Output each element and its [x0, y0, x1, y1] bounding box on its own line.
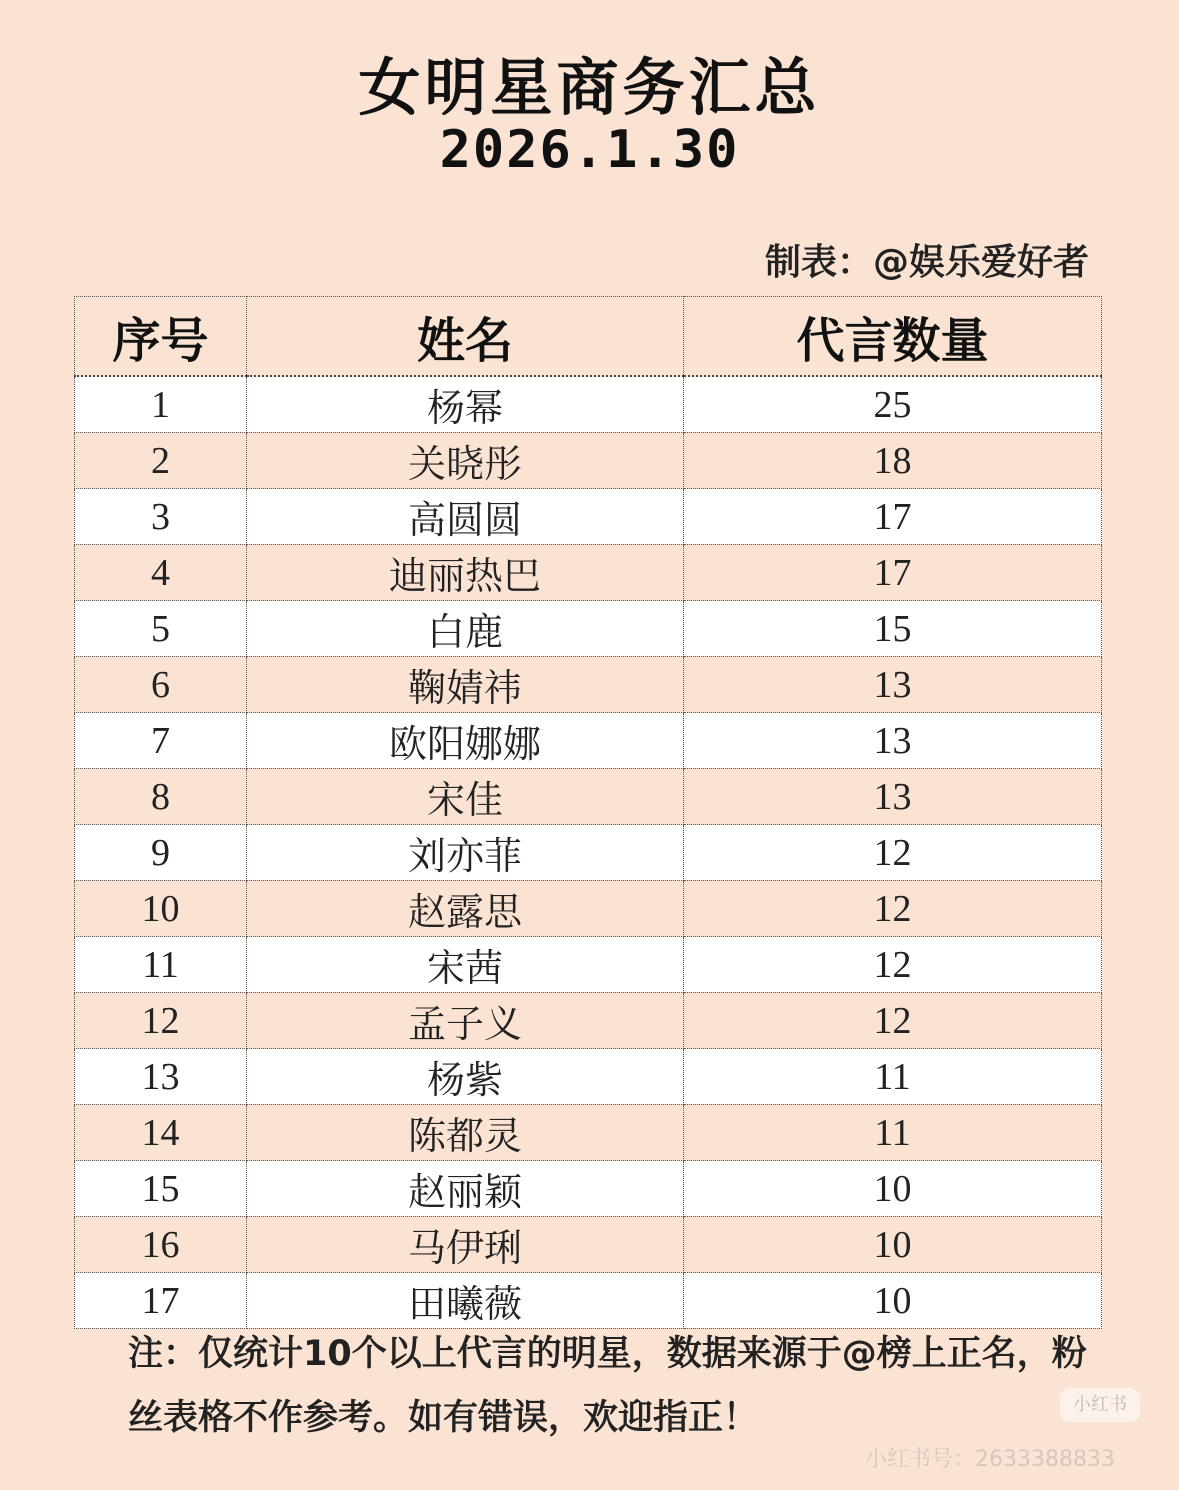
cell-name: 白鹿 — [247, 601, 684, 657]
table-row — [75, 1161, 1102, 1217]
cell-rank: 5 — [75, 601, 247, 657]
watermark-id: 小红书号：2633388833 — [865, 1447, 1115, 1472]
cell-rank: 10 — [75, 881, 247, 937]
footnote: 注：仅统计10个以上代言的明星，数据来源于@榜上正名，粉丝表格不作参考。如有错误，欢迎指正！ — [128, 1334, 1087, 1438]
cell-name: 孟子义 — [247, 993, 684, 1049]
cell-name: 宋佳 — [247, 769, 684, 825]
cell-name: 赵丽颖 — [247, 1161, 684, 1217]
cell-name: 杨紫 — [247, 1049, 684, 1105]
table-row — [75, 545, 1102, 601]
cell-rank: 14 — [75, 1105, 247, 1161]
cell-rank: 3 — [75, 489, 247, 545]
table-row — [75, 601, 1102, 657]
cell-name: 马伊琍 — [247, 1217, 684, 1273]
cell-count: 25 — [684, 376, 1102, 433]
cell-rank: 2 — [75, 433, 247, 489]
report-date: 2026.1.30 — [439, 120, 740, 180]
cell-count: 10 — [684, 1217, 1102, 1273]
cell-name: 关晓彤 — [247, 433, 684, 489]
cell-rank: 15 — [75, 1161, 247, 1217]
table-header-row — [75, 297, 1102, 377]
table-row — [75, 1049, 1102, 1105]
cell-name: 宋茜 — [247, 937, 684, 993]
table-row — [75, 657, 1102, 713]
cell-count: 13 — [684, 657, 1102, 713]
cell-count: 13 — [684, 713, 1102, 769]
cell-count: 10 — [684, 1161, 1102, 1217]
table-row — [75, 433, 1102, 489]
cell-count: 17 — [684, 489, 1102, 545]
header-count: 代言数量 — [684, 297, 1102, 377]
cell-count: 17 — [684, 545, 1102, 601]
cell-rank: 8 — [75, 769, 247, 825]
cell-rank: 17 — [75, 1273, 247, 1329]
cell-rank: 16 — [75, 1217, 247, 1273]
header-rank: 序号 — [75, 297, 247, 377]
cell-name: 迪丽热巴 — [247, 545, 684, 601]
cell-rank: 1 — [75, 376, 247, 433]
cell-count: 15 — [684, 601, 1102, 657]
table-author: 制表：@娱乐爱好者 — [764, 242, 1089, 283]
cell-rank: 6 — [75, 657, 247, 713]
cell-rank: 7 — [75, 713, 247, 769]
cell-name: 田曦薇 — [247, 1273, 684, 1329]
cell-count: 13 — [684, 769, 1102, 825]
cell-count: 18 — [684, 433, 1102, 489]
endorsement-table — [74, 296, 1102, 1329]
cell-name: 刘亦菲 — [247, 825, 684, 881]
table-row — [75, 993, 1102, 1049]
page-title: 女明星商务汇总 — [358, 51, 821, 124]
cell-count: 12 — [684, 825, 1102, 881]
cell-rank: 12 — [75, 993, 247, 1049]
table-row — [75, 825, 1102, 881]
cell-name: 杨幂 — [247, 376, 684, 433]
cell-rank: 13 — [75, 1049, 247, 1105]
cell-count: 12 — [684, 937, 1102, 993]
cell-count: 12 — [684, 881, 1102, 937]
table-row — [75, 1273, 1102, 1329]
cell-count: 12 — [684, 993, 1102, 1049]
table-row — [75, 1217, 1102, 1273]
watermark-logo: 小红书 — [1060, 1388, 1140, 1422]
cell-rank: 11 — [75, 937, 247, 993]
table-row — [75, 881, 1102, 937]
cell-name: 高圆圆 — [247, 489, 684, 545]
cell-name: 陈都灵 — [247, 1105, 684, 1161]
table-row — [75, 1105, 1102, 1161]
table-row — [75, 937, 1102, 993]
cell-count: 11 — [684, 1105, 1102, 1161]
table-row — [75, 769, 1102, 825]
cell-count: 11 — [684, 1049, 1102, 1105]
cell-name: 欧阳娜娜 — [247, 713, 684, 769]
table-row — [75, 713, 1102, 769]
header-name: 姓名 — [247, 297, 684, 377]
cell-name: 赵露思 — [247, 881, 684, 937]
cell-count: 10 — [684, 1273, 1102, 1329]
table-row — [75, 376, 1102, 433]
cell-rank: 4 — [75, 545, 247, 601]
table-row — [75, 489, 1102, 545]
cell-name: 鞠婧祎 — [247, 657, 684, 713]
cell-rank: 9 — [75, 825, 247, 881]
